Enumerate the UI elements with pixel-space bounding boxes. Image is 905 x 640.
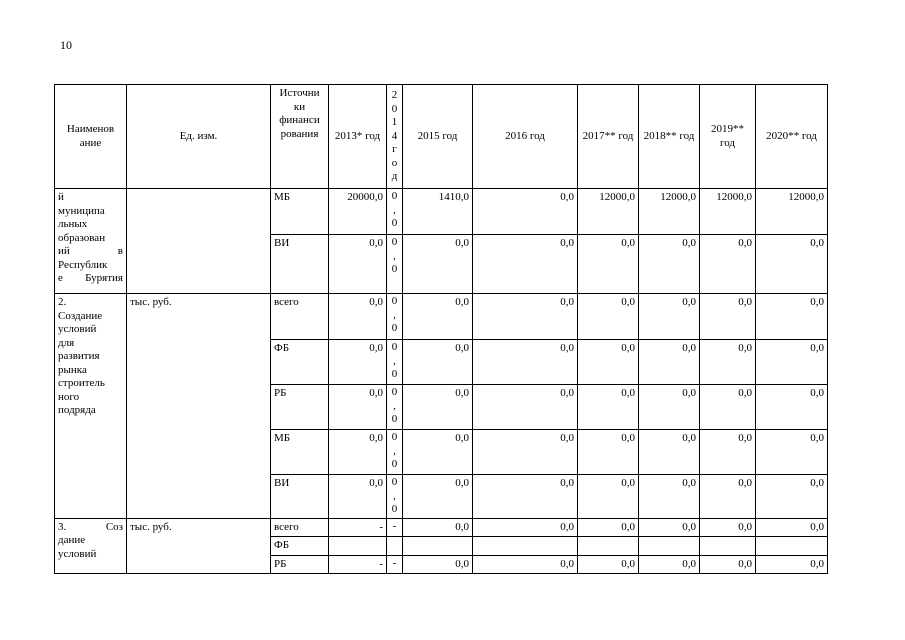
value-2014-cell xyxy=(387,430,403,475)
name-line: ий в xyxy=(58,245,123,257)
value-cell-2016 xyxy=(473,537,578,556)
value-cell-2017: 0,0 xyxy=(578,430,639,475)
name-line: Республик xyxy=(58,258,108,271)
value-2014-cell xyxy=(387,537,403,556)
value-cell-2015: 0,0 xyxy=(403,385,473,430)
value-cell-2015: 0,0 xyxy=(403,340,473,385)
value-cell-2017: 0,0 xyxy=(578,235,639,294)
name-line: льных xyxy=(58,218,88,230)
value-cell-2019: 0,0 xyxy=(700,555,756,574)
value-cell-2018: 0,0 xyxy=(639,475,700,519)
value-2014-char: , xyxy=(393,444,396,457)
value-cell-2019: 0,0 xyxy=(700,294,756,340)
value-2014-char: , xyxy=(393,308,396,321)
value-2014-cell xyxy=(387,475,403,519)
value-cell-2013 xyxy=(329,537,387,556)
value-2014-char: 0 xyxy=(391,386,398,398)
value-2014-char: 0 xyxy=(391,322,398,334)
value-cell-2020 xyxy=(756,537,828,556)
table-body xyxy=(55,189,828,574)
value-cell-2020: 0,0 xyxy=(756,294,828,340)
value-cell-2013: 0,0 xyxy=(329,385,387,430)
source-cell: всего xyxy=(271,518,329,537)
value-cell-2013: 20000,0 xyxy=(329,189,387,235)
value-cell-2017: 0,0 xyxy=(578,555,639,574)
value-cell-2017: 0,0 xyxy=(578,518,639,537)
header-unit: Ед. изм. xyxy=(127,85,271,189)
name-line: развития xyxy=(58,350,100,362)
source-cell: РБ xyxy=(271,555,329,574)
group1-unit xyxy=(127,189,271,294)
value-cell-2019: 0,0 xyxy=(700,475,756,519)
value-cell-2019: 0,0 xyxy=(700,340,756,385)
source-cell: ФБ xyxy=(271,537,329,556)
header-2020: 2020** год xyxy=(756,85,828,189)
name-line: условий xyxy=(58,323,97,335)
value-2014-char: , xyxy=(393,354,396,367)
header-name: Наименов ание xyxy=(55,85,127,189)
value-2014-char: 0 xyxy=(391,368,398,380)
header-source: Источни ки финанси рования xyxy=(271,85,329,189)
value-cell-2013: 0,0 xyxy=(329,235,387,294)
value-cell-2018: 0,0 xyxy=(639,385,700,430)
header-2017: 2017** год xyxy=(578,85,639,189)
value-cell-2015: 1410,0 xyxy=(403,189,473,235)
value-cell-2013: - xyxy=(329,555,387,574)
value-2014-char: 0 xyxy=(391,236,398,248)
value-2014-char: 0 xyxy=(391,431,398,443)
value-cell-2017: 0,0 xyxy=(578,475,639,519)
group3-unit: тыс. руб. xyxy=(127,518,271,574)
name-line: подряда xyxy=(58,404,96,416)
value-cell-2013: - xyxy=(329,518,387,537)
value-2014-cell: - xyxy=(387,518,403,537)
value-cell-2019: 0,0 xyxy=(700,430,756,475)
value-2014-char: 0 xyxy=(391,503,398,515)
name-line: 2. xyxy=(58,296,67,308)
page-number: 10 xyxy=(60,38,72,52)
value-cell-2020: 0,0 xyxy=(756,475,828,519)
value-2014-char: 0 xyxy=(391,263,398,275)
name-line: образован xyxy=(58,231,106,244)
header-2014-char: г xyxy=(392,143,397,156)
group1-name xyxy=(55,189,127,294)
header-2019: 2019** год xyxy=(700,85,756,189)
value-cell-2017: 0,0 xyxy=(578,385,639,430)
value-cell-2019: 0,0 xyxy=(700,518,756,537)
header-2014-char: д xyxy=(391,170,398,183)
value-cell-2015: 0,0 xyxy=(403,430,473,475)
value-cell-2018: 12000,0 xyxy=(639,189,700,235)
header-2015: 2015 год xyxy=(403,85,473,189)
value-2014-char: , xyxy=(393,203,396,216)
name-line: 3. Соз xyxy=(58,520,123,533)
value-cell-2018: 0,0 xyxy=(639,430,700,475)
group2-unit: тыс. руб. xyxy=(127,294,271,519)
value-cell-2020: 0,0 xyxy=(756,430,828,475)
value-cell-2015: 0,0 xyxy=(403,518,473,537)
value-cell-2017: 12000,0 xyxy=(578,189,639,235)
value-cell-2016: 0,0 xyxy=(473,189,578,235)
group2-name xyxy=(55,294,127,519)
value-2014-cell xyxy=(387,294,403,340)
value-cell-2015: 0,0 xyxy=(403,294,473,340)
name-line: е Бурятия xyxy=(58,272,123,284)
value-cell-2018: 0,0 xyxy=(639,235,700,294)
header-2014-char: 0 xyxy=(391,102,398,115)
header-2018: 2018** год xyxy=(639,85,700,189)
value-cell-2016: 0,0 xyxy=(473,430,578,475)
value-cell-2018: 0,0 xyxy=(639,555,700,574)
header-2013: 2013* год xyxy=(329,85,387,189)
header-2014-char: 2 xyxy=(391,89,398,102)
value-cell-2019: 12000,0 xyxy=(700,189,756,235)
value-cell-2015: 0,0 xyxy=(403,475,473,519)
name-line: ного xyxy=(58,390,80,403)
header-2014-text xyxy=(387,89,402,184)
value-cell-2020: 12000,0 xyxy=(756,189,828,235)
value-cell-2016: 0,0 xyxy=(473,385,578,430)
value-cell-2017: 0,0 xyxy=(578,340,639,385)
value-2014-char: 0 xyxy=(391,295,398,307)
value-cell-2013: 0,0 xyxy=(329,475,387,519)
source-cell: ФБ xyxy=(271,340,329,385)
value-2014-cell: - xyxy=(387,555,403,574)
name-line: Создание xyxy=(58,309,103,322)
value-cell-2018: 0,0 xyxy=(639,340,700,385)
value-2014-cell xyxy=(387,235,403,294)
value-cell-2020: 0,0 xyxy=(756,385,828,430)
table-row xyxy=(55,518,828,537)
value-cell-2016: 0,0 xyxy=(473,555,578,574)
value-cell-2013: 0,0 xyxy=(329,430,387,475)
name-line: муниципа xyxy=(58,204,105,217)
value-cell-2020: 0,0 xyxy=(756,340,828,385)
header-2016: 2016 год xyxy=(473,85,578,189)
value-2014-char: , xyxy=(393,249,396,262)
source-cell: всего xyxy=(271,294,329,340)
value-2014-cell xyxy=(387,340,403,385)
value-cell-2015 xyxy=(403,537,473,556)
value-2014-char: 0 xyxy=(391,217,398,229)
header-2014-char: 1 xyxy=(391,116,398,129)
value-cell-2016: 0,0 xyxy=(473,340,578,385)
source-cell: ВИ xyxy=(271,235,329,294)
value-cell-2018 xyxy=(639,537,700,556)
value-cell-2018: 0,0 xyxy=(639,294,700,340)
value-cell-2020: 0,0 xyxy=(756,235,828,294)
name-line: рынка xyxy=(58,363,87,376)
value-cell-2019: 0,0 xyxy=(700,235,756,294)
table-row xyxy=(55,294,828,340)
table-row xyxy=(55,189,828,235)
header-2014-char: о xyxy=(391,156,398,169)
value-cell-2013: 0,0 xyxy=(329,340,387,385)
value-cell-2015: 0,0 xyxy=(403,235,473,294)
value-2014-char: 0 xyxy=(391,476,398,488)
name-line: й xyxy=(58,191,64,203)
value-cell-2019 xyxy=(700,537,756,556)
value-cell-2019: 0,0 xyxy=(700,385,756,430)
value-2014-char: , xyxy=(393,489,396,502)
value-2014-char: 0 xyxy=(391,190,398,202)
value-2014-char: 0 xyxy=(391,341,398,353)
name-line: условий xyxy=(58,547,97,560)
value-cell-2015: 0,0 xyxy=(403,555,473,574)
name-line: для xyxy=(58,336,75,349)
value-cell-2016: 0,0 xyxy=(473,475,578,519)
group3-name xyxy=(55,518,127,574)
name-line: строитель xyxy=(58,377,105,389)
header-row xyxy=(55,85,828,189)
value-2014-cell xyxy=(387,189,403,235)
value-2014-char: 0 xyxy=(391,458,398,470)
value-cell-2017 xyxy=(578,537,639,556)
source-cell: ВИ xyxy=(271,475,329,519)
value-cell-2020: 0,0 xyxy=(756,518,828,537)
source-cell: РБ xyxy=(271,385,329,430)
header-2014 xyxy=(387,85,403,189)
name-line: дание xyxy=(58,534,86,546)
value-2014-char: 0 xyxy=(391,413,398,425)
value-2014-char: , xyxy=(393,399,396,412)
value-cell-2020: 0,0 xyxy=(756,555,828,574)
value-cell-2018: 0,0 xyxy=(639,518,700,537)
financing-table xyxy=(54,84,828,574)
value-cell-2017: 0,0 xyxy=(578,294,639,340)
value-cell-2013: 0,0 xyxy=(329,294,387,340)
value-2014-cell xyxy=(387,385,403,430)
value-cell-2016: 0,0 xyxy=(473,518,578,537)
source-cell: МБ xyxy=(271,189,329,235)
value-cell-2016: 0,0 xyxy=(473,294,578,340)
header-2014-char: 4 xyxy=(391,129,398,142)
value-cell-2016: 0,0 xyxy=(473,235,578,294)
source-cell: МБ xyxy=(271,430,329,475)
